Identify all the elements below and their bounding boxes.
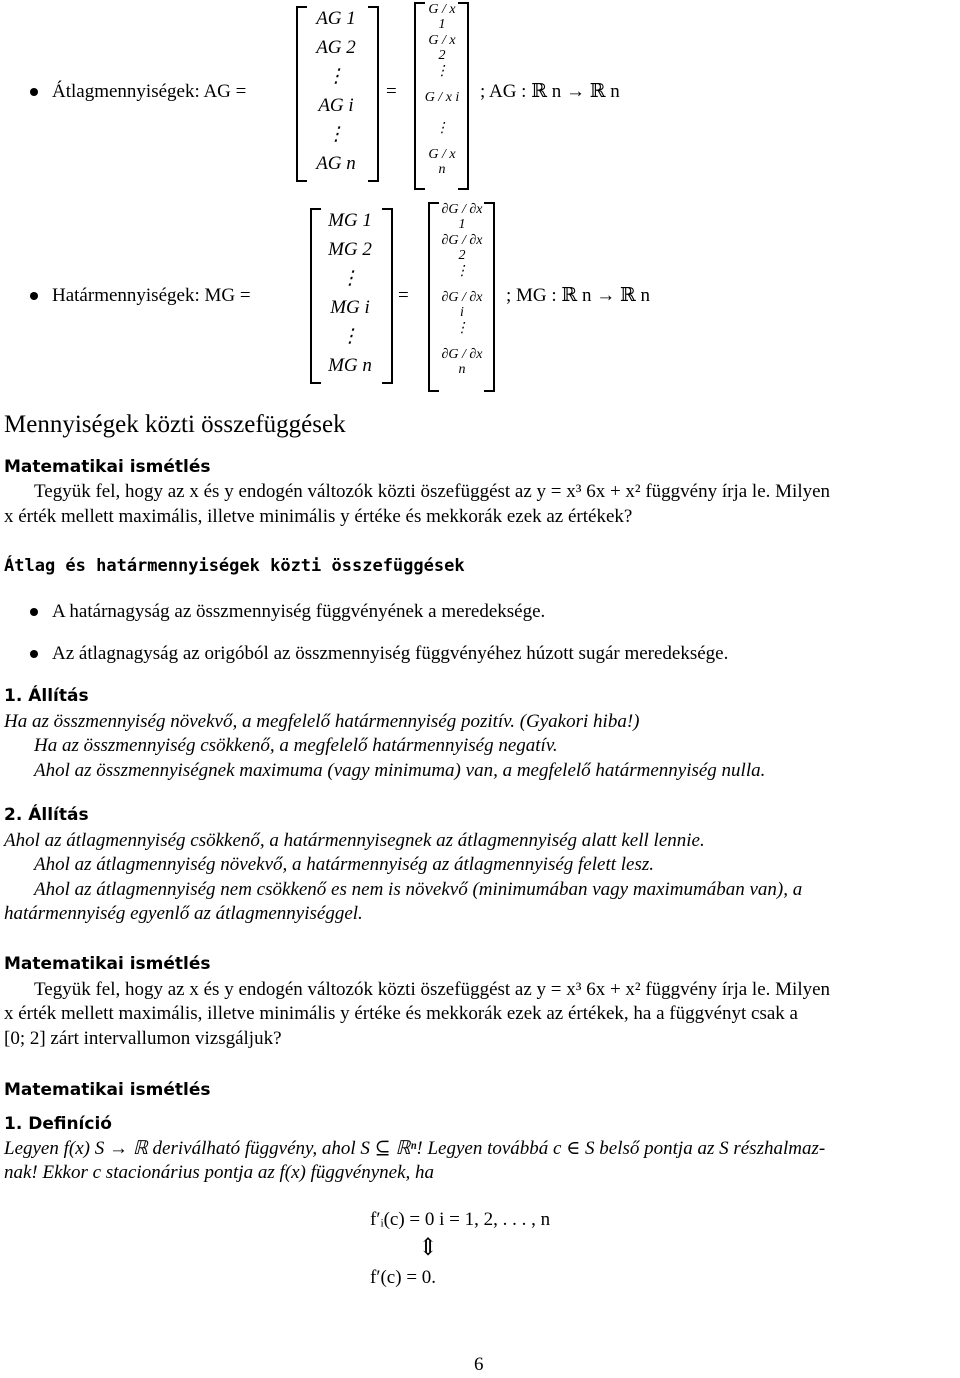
section-title: Mennyiségek közti összefüggések [4, 411, 346, 438]
ag-entry: AG 1 [316, 8, 356, 29]
gradient-equation: f′(c) = 0. [370, 1267, 437, 1288]
claim-text: Ahol az átlagmennyiség növekvő, a határmennyiség az átlagmennyiség felett lesz. [34, 854, 655, 875]
partial-entry: ∂G / ∂x 2 [441, 233, 483, 263]
partial-entry: ∂G / ∂x i [441, 290, 483, 320]
partial-entry: ⋮ [435, 64, 449, 79]
relation-bullet-text: A határnagyság az összmennyiség függvényének a meredeksége. [52, 601, 546, 622]
claim-text: határmennyiség egyenlő az átlagmennyiséggel. [4, 903, 363, 924]
mg-entry: MG 2 [328, 239, 372, 260]
mg-entry: MG i [330, 297, 370, 318]
partial-entry: G / x n [428, 147, 456, 177]
equals-sign: = [398, 285, 409, 306]
math-review-heading: Matematikai ismétlés [4, 954, 211, 974]
claim-text: Ha az összmennyiség növekvő, a megfelelő határmennyiség pozitív. (Gyakori hiba!) [4, 711, 640, 732]
ag-mapping: ; AG : ℝ n → ℝ n [480, 81, 620, 102]
partial-entry: G / x 2 [428, 33, 456, 63]
right-bracket [382, 208, 393, 384]
math-review-text: x érték mellett maximális, illetve minimális y értéke és mekkorák ezek az értékek? [4, 506, 633, 527]
relation-heading: Átlag és határmennyiségek közti összefüggések [4, 556, 465, 576]
partial-entry: G / x i [424, 90, 460, 105]
math-review-text: Tegyük fel, hogy az x és y endogén változók közti öszefüggést az y = x³ 6x + x² függvény írja le. Milyen [34, 481, 831, 502]
partial-entry: ∂G / ∂x n [441, 347, 483, 377]
math-review-text: Tegyük fel, hogy az x és y endogén változók közti öszefüggést az y = x³ 6x + x² függvény írja le. Milyen [34, 979, 831, 1000]
claim-text: Ahol az átlagmennyiség nem csökkenő es nem is növekvő (minimumában vagy maximumában van), a [34, 879, 803, 900]
ag-entry: AG 2 [316, 37, 356, 58]
stationary-equation: f′ᵢ(c) = 0 i = 1, 2, . . . , n [370, 1209, 551, 1230]
left-bracket [428, 202, 439, 392]
bullet [30, 608, 38, 616]
ag-entry: AG i [318, 95, 354, 116]
mg-label: Határmennyiségek: MG = [52, 285, 251, 306]
ag-entry: ⋮ [326, 124, 346, 145]
partial-entry: ⋮ [455, 264, 469, 279]
math-review-text: x érték mellett maximális, illetve minimális y értéke és mekkorák ezek az értékek, ha a függvényt csak a [4, 1003, 798, 1024]
ag-vector [306, 6, 366, 180]
bullet [30, 650, 38, 658]
mg-partials [440, 202, 484, 378]
claim-heading: 1. Állítás [4, 686, 89, 706]
definition-text: nak! Ekkor c stacionárius pontja az f(x) függvénynek, ha [4, 1162, 435, 1183]
definition-text: Legyen f(x) S → ℝ deriválható függvény, ahol S ⊆ ℝⁿ! Legyen továbbá c ∈ S belső pontja az S részhalmaz- [4, 1138, 826, 1159]
right-bracket [484, 202, 495, 392]
definition-heading: 1. Definíció [4, 1114, 112, 1134]
partial-entry: ∂G / ∂x 1 [441, 202, 483, 232]
claim-heading: 2. Állítás [4, 805, 89, 825]
math-review-heading: Matematikai ismétlés [4, 457, 211, 477]
partial-entry: ⋮ [435, 121, 449, 136]
mg-entry: MG 1 [328, 210, 372, 231]
mg-entry: ⋮ [340, 326, 360, 347]
ag-entry: ⋮ [326, 66, 346, 87]
bullet [30, 292, 38, 300]
mg-entry: ⋮ [340, 268, 360, 289]
partial-entry: G / x 1 [428, 2, 456, 32]
bullet [30, 88, 38, 96]
partial-entry: ⋮ [455, 321, 469, 336]
ag-label: Átlagmennyiségek: AG = [52, 81, 247, 102]
claim-text: Ahol az átlagmennyiség csökkenő, a határmennyisegnek az átlagmennyiség alatt kell lennie. [4, 830, 705, 851]
right-bracket [458, 2, 469, 190]
ag-entry: AG n [316, 153, 356, 174]
equivalence-arrow: ⇕ [418, 1235, 439, 1261]
page-number: 6 [474, 1354, 484, 1375]
math-review-heading: Matematikai ismétlés [4, 1080, 211, 1100]
math-review-text: [0; 2] zárt intervallumon vizsgáljuk? [4, 1028, 282, 1049]
mg-vector [318, 208, 382, 382]
claim-text: Ha az összmennyiség csökkenő, a megfelelő határmennyiség negatív. [34, 735, 558, 756]
right-bracket [368, 6, 379, 182]
relation-bullet-text: Az átlagnagyság az origóból az összmennyiség függvényéhez húzott sugár meredeksége. [52, 643, 729, 664]
equals-sign: = [386, 81, 397, 102]
claim-text: Ahol az összmennyiségnek maximuma (vagy minimuma) van, a megfelelő határmennyiség nulla. [34, 760, 766, 781]
mg-entry: MG n [328, 355, 372, 376]
mg-mapping: ; MG : ℝ n → ℝ n [506, 285, 651, 306]
ag-partials [424, 2, 460, 178]
